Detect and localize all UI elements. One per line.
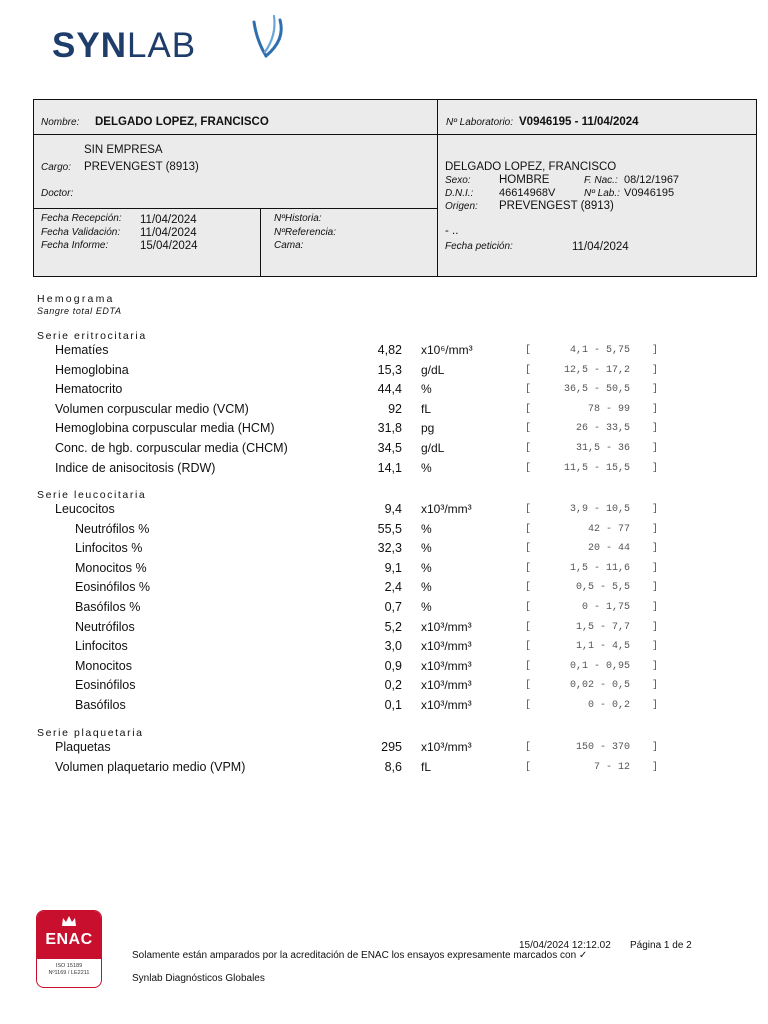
result-row (0, 760, 768, 779)
test-value: 9,4 (384, 502, 402, 516)
test-unit: % (421, 541, 432, 556)
enac-iso: ISO 15189 (55, 963, 83, 969)
fecha-recepcion-value: 11/04/2024 (140, 214, 197, 226)
synlab-mark-icon (248, 12, 288, 68)
test-value: 5,2 (384, 619, 402, 634)
reference-range: 1,5 - 7,7 (575, 621, 630, 633)
patient-header-box (33, 99, 757, 277)
referencia-label: NºReferencia: (274, 227, 337, 238)
origen-label: Origen: (445, 201, 478, 212)
test-name: Hemoglobina corpuscular media (HCM) (55, 421, 275, 436)
result-row (0, 522, 768, 541)
test-name: Leucocitos (55, 502, 115, 516)
test-value: 92 (388, 401, 402, 416)
logo-bold-text: SYN (52, 26, 127, 65)
test-value: 44,4 (377, 382, 402, 397)
range-open-bracket: [ (525, 462, 532, 474)
result-row (0, 461, 768, 480)
test-unit: x10³/mm³ (421, 619, 472, 634)
test-unit: x10³/mm³ (421, 678, 472, 693)
enac-word: ENAC (45, 931, 93, 948)
fecha-validacion-value: 11/04/2024 (140, 227, 197, 239)
range-close-bracket: ] (652, 742, 659, 753)
result-row (0, 740, 768, 759)
cama-label: Cama: (274, 240, 304, 251)
section-title: Serie leucocitaria (37, 489, 147, 501)
test-unit: fL (421, 759, 432, 774)
test-unit: % (421, 600, 432, 614)
print-timestamp: 15/04/2024 12:12.02 (519, 940, 611, 951)
range-open-bracket: [ (525, 761, 532, 773)
empresa-value: SIN EMPRESA (84, 144, 163, 156)
reference-range: 1,5 - 11,6 (569, 562, 630, 574)
patient-name: DELGADO LOPEZ, FRANCISCO (445, 161, 617, 173)
range-close-bracket: ] (652, 602, 659, 613)
range-close-bracket: ] (652, 621, 659, 633)
test-name: Hematíes (55, 343, 109, 357)
range-open-bracket: [ (525, 543, 532, 555)
test-value: 31,8 (377, 421, 402, 436)
range-close-bracket: ] (652, 660, 659, 672)
nombre-value: DELGADO LOPEZ, FRANCISCO (95, 116, 269, 128)
result-row (0, 363, 768, 382)
test-name: Monocitos (75, 658, 132, 673)
result-row (0, 561, 768, 580)
fecha-validacion-label: Fecha Validación: (41, 227, 121, 238)
range-open-bracket: [ (525, 621, 532, 633)
reference-range: 78 - 99 (587, 403, 630, 415)
nlab-label: Nº Lab.: (584, 188, 620, 199)
test-value: 2,4 (384, 580, 402, 595)
dni-label: D.N.I.: (445, 188, 474, 199)
section-title: Serie plaquetaria (37, 727, 144, 739)
test-name: Volumen corpuscular medio (VCM) (55, 401, 249, 416)
range-open-bracket: [ (525, 602, 532, 613)
test-unit: x10³/mm³ (421, 698, 472, 712)
reference-range: 4,1 - 5,75 (569, 345, 630, 356)
test-name: Hemoglobina (55, 362, 129, 377)
range-open-bracket: [ (525, 423, 532, 435)
page-indicator: Página 1 de 2 (630, 940, 692, 951)
range-open-bracket: [ (525, 443, 532, 454)
range-open-bracket: [ (525, 384, 532, 396)
range-open-bracket: [ (525, 680, 532, 692)
test-name: Eosinófilos % (75, 580, 151, 595)
peticion-label: Fecha petición: (445, 241, 513, 252)
range-open-bracket: [ (525, 700, 532, 711)
test-value: 0,2 (384, 678, 402, 693)
result-row (0, 382, 768, 401)
historia-label: NºHistoria: (274, 213, 322, 224)
fnac-label: F. Nac.: (584, 175, 618, 186)
range-close-bracket: ] (652, 403, 659, 415)
test-value: 14,1 (377, 460, 402, 475)
lab-number-label: Nº Laboratorio: (446, 117, 514, 128)
peticion-value: 11/04/2024 (572, 241, 629, 253)
result-row (0, 402, 768, 421)
reference-range: 31,5 - 36 (575, 443, 630, 454)
test-value: 0,9 (384, 658, 402, 673)
range-close-bracket: ] (652, 641, 659, 653)
cargo-label: Cargo: (41, 162, 72, 173)
reference-range: 11,5 - 15,5 (563, 462, 630, 474)
result-row (0, 580, 768, 599)
fnac-value: 08/12/1967 (624, 174, 680, 186)
divider (34, 134, 756, 135)
test-value: 0,1 (384, 698, 402, 712)
range-close-bracket: ] (652, 543, 659, 555)
result-row (0, 678, 768, 697)
test-name: Conc. de hgb. corpuscular media (CHCM) (55, 441, 288, 455)
range-close-bracket: ] (652, 680, 659, 692)
enac-note: Solamente están amparados por la acreditación de ENAC los ensayos expresamente marcados con ✓ (132, 950, 588, 961)
range-open-bracket: [ (525, 504, 532, 515)
reference-range: 7 - 12 (593, 761, 630, 773)
test-unit: % (421, 382, 432, 397)
range-close-bracket: ] (652, 443, 659, 454)
test-name: Neutrófilos % (75, 521, 150, 536)
result-row (0, 698, 768, 717)
test-value: 15,3 (377, 362, 402, 377)
test-name: Neutrófilos (75, 619, 135, 634)
test-unit: g/dL (421, 362, 445, 377)
reference-range: 12,5 - 17,2 (563, 364, 630, 376)
test-name: Basófilos % (75, 600, 141, 614)
sexo-value: HOMBRE (499, 174, 550, 186)
test-unit: x10⁶/mm³ (421, 343, 473, 357)
test-unit: % (421, 560, 432, 575)
test-unit: % (421, 460, 432, 475)
test-unit: % (421, 580, 432, 595)
report-subtitle: Sangre total EDTA (37, 306, 122, 316)
range-close-bracket: ] (652, 562, 659, 574)
reference-range: 0,1 - 0,95 (569, 660, 630, 672)
range-close-bracket: ] (652, 523, 659, 535)
range-close-bracket: ] (652, 582, 659, 594)
range-close-bracket: ] (652, 700, 659, 711)
test-unit: pg (421, 421, 435, 436)
divider (260, 208, 261, 276)
test-name: Plaquetas (55, 740, 111, 754)
fecha-informe-value: 15/04/2024 (140, 240, 198, 252)
dni-value: 46614968V (499, 187, 556, 199)
range-open-bracket: [ (525, 742, 532, 753)
test-value: 34,5 (377, 441, 402, 455)
result-row (0, 421, 768, 440)
result-row (0, 441, 768, 460)
test-name: Basófilos (75, 698, 126, 712)
reference-range: 36,5 - 50,5 (563, 384, 630, 396)
test-name: Monocitos % (75, 560, 147, 575)
reference-range: 0 - 1,75 (581, 602, 630, 613)
enac-number: Nº1169 / LE2211 (48, 970, 90, 976)
test-value: 8,6 (384, 759, 402, 774)
result-row (0, 620, 768, 639)
test-unit: % (421, 521, 432, 536)
doctor-label: Doctor: (41, 188, 74, 199)
reference-range: 0 - 0,2 (587, 700, 630, 711)
test-value: 55,5 (377, 521, 402, 536)
test-name: Linfocitos % (75, 541, 143, 556)
range-open-bracket: [ (525, 345, 532, 356)
company-name: Synlab Diagnósticos Globales (132, 973, 265, 984)
fecha-informe-label: Fecha Informe: (41, 240, 109, 251)
test-unit: g/dL (421, 441, 445, 455)
reference-range: 0,5 - 5,5 (575, 582, 630, 594)
reference-range: 20 - 44 (587, 543, 630, 555)
enac-logo (36, 910, 102, 988)
reference-range: 42 - 77 (587, 523, 630, 535)
range-close-bracket: ] (652, 364, 659, 376)
result-row (0, 600, 768, 619)
test-name: Linfocitos (75, 639, 128, 654)
test-unit: x10³/mm³ (421, 639, 472, 654)
synlab-logo (52, 22, 272, 70)
dash-value: - .. (445, 225, 459, 237)
range-close-bracket: ] (652, 761, 659, 773)
reference-range: 0,02 - 0,5 (569, 680, 630, 692)
result-row (0, 639, 768, 658)
nlab-value: V0946195 (624, 187, 675, 199)
test-value: 295 (381, 740, 402, 754)
test-name: Volumen plaquetario medio (VPM) (55, 759, 246, 774)
report-title: Hemograma (37, 293, 115, 305)
range-open-bracket: [ (525, 641, 532, 653)
test-unit: fL (421, 401, 432, 416)
reference-range: 26 - 33,5 (575, 423, 630, 435)
lab-number-value: V0946195 - 11/04/2024 (519, 116, 639, 128)
test-value: 4,82 (377, 343, 402, 357)
range-close-bracket: ] (652, 504, 659, 515)
test-value: 9,1 (384, 560, 402, 575)
test-name: Indice de anisocitosis (RDW) (55, 460, 216, 475)
test-unit: x10³/mm³ (421, 658, 472, 673)
divider (437, 100, 438, 276)
result-row (0, 502, 768, 521)
test-unit: x10³/mm³ (421, 502, 472, 516)
test-value: 0,7 (384, 600, 402, 614)
range-open-bracket: [ (525, 660, 532, 672)
range-close-bracket: ] (652, 384, 659, 396)
range-open-bracket: [ (525, 562, 532, 574)
result-row (0, 659, 768, 678)
range-open-bracket: [ (525, 582, 532, 594)
range-close-bracket: ] (652, 462, 659, 474)
reference-range: 1,1 - 4,5 (575, 641, 630, 653)
reference-range: 150 - 370 (575, 742, 630, 753)
test-name: Eosinófilos (75, 678, 136, 693)
range-close-bracket: ] (652, 345, 659, 356)
logo-light-text: LAB (126, 26, 197, 65)
test-unit: x10³/mm³ (421, 740, 472, 754)
result-row (0, 343, 768, 362)
range-open-bracket: [ (525, 403, 532, 415)
sexo-label: Sexo: (445, 175, 471, 186)
cargo-value: PREVENGEST (8913) (84, 161, 199, 173)
test-value: 32,3 (377, 541, 402, 556)
test-name: Hematocrito (55, 382, 123, 397)
range-close-bracket: ] (652, 423, 659, 435)
section-title: Serie eritrocitaria (37, 330, 147, 342)
test-value: 3,0 (384, 639, 402, 654)
result-row (0, 541, 768, 560)
crown-icon (61, 915, 77, 927)
reference-range: 3,9 - 10,5 (569, 504, 630, 515)
divider (34, 208, 437, 209)
fecha-recepcion-label: Fecha Recepción: (41, 213, 122, 224)
origen-value: PREVENGEST (8913) (499, 200, 614, 212)
range-open-bracket: [ (525, 364, 532, 376)
nombre-label: Nombre: (41, 117, 80, 128)
range-open-bracket: [ (525, 523, 532, 535)
